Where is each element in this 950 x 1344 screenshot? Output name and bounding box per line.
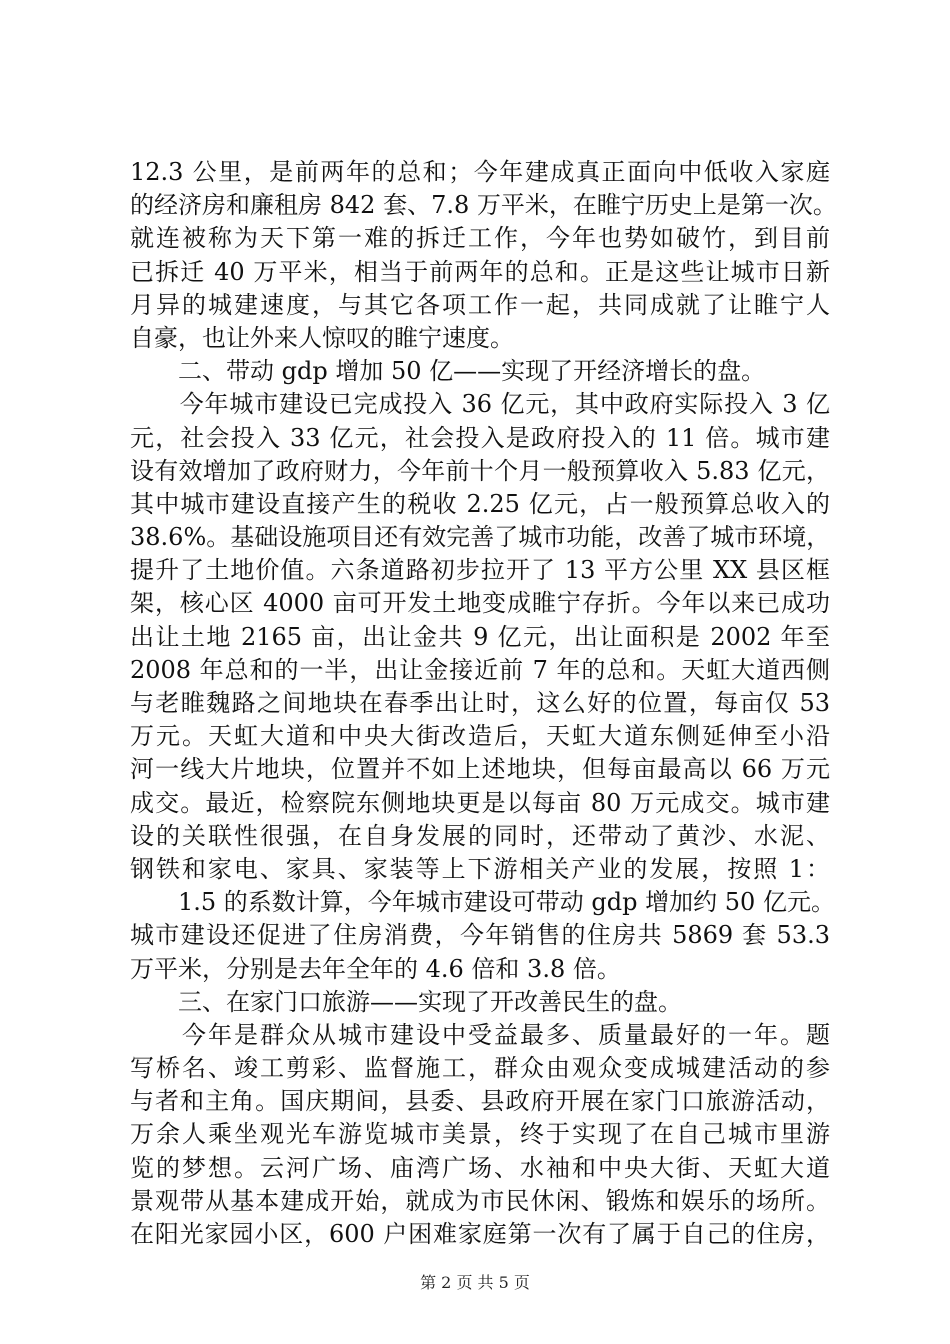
text-line: 自豪，也让外来人惊叹的睢宁速度。 [130, 323, 514, 352]
body-text [130, 156, 837, 1251]
text-line: 钢铁和家电、家具、家装等上下游相关产业的发展，按照 1： [130, 854, 830, 883]
text-line: 提升了土地价值。六条道路初步拉开了 13 平方公里 XX 县区框 [130, 556, 830, 585]
text-line: 与老睢魏路之间地块在春季出让时，这么好的位置，每亩仅 53 [130, 689, 830, 717]
text-line: 架，核心区 4000 亩可开发土地变成睢宁存折。今年以来已成功 [130, 589, 830, 618]
text-line: 的经济房和廉租房 842 套、7.8 万平米，在睢宁历史上是第一次。 [130, 191, 837, 220]
text-line: 出让土地 2165 亩，出让金共 9 亿元，出让面积是 2002 年至 [130, 622, 830, 651]
text-line: 就连被称为天下第一难的拆迁工作，今年也势如破竹，到目前 [130, 224, 830, 253]
page-footer: 第 2 页 共 5 页 [420, 1273, 530, 1292]
text-line: 设有效增加了政府财力，今年前十个月一般预算收入 5.83 亿元， [130, 456, 830, 485]
text-line: 今年是群众从城市建设中受益最多、质量最好的一年。题 [130, 1020, 830, 1049]
text-line: 今年城市建设已完成投入 36 亿元，其中政府实际投入 3 亿 [130, 390, 830, 419]
text-line: 元，社会投入 33 亿元，社会投入是政府投入的 11 倍。城市建 [130, 423, 830, 452]
text-line: 已拆迁 40 万平米，相当于前两年的总和。正是这些让城市日新 [130, 257, 830, 286]
text-line: 与者和主角。国庆期间，县委、县政府开展在家门口旅游活动， [130, 1087, 830, 1116]
text-line: 览的梦想。云河广场、庙湾广场、水袖和中央大街、天虹大道 [130, 1153, 830, 1182]
text-line: 设的关联性很强，在自身发展的同时，还带动了黄沙、水泥、 [130, 821, 830, 850]
text-line: 在阳光家园小区，600 户困难家庭第一次有了属于自己的住房， [130, 1220, 830, 1248]
text-line: 河一线大片地块，位置并不如上述地块，但每亩最高以 66 万元 [130, 755, 830, 784]
text-line: 写桥名、竣工剪彩、监督施工，群众由观众变成城建活动的参 [130, 1054, 830, 1083]
text-line: 城市建设还促进了住房消费，今年销售的住房共 5869 套 53.3 [130, 921, 830, 950]
text-line: 38.6%。基础设施项目还有效完善了城市功能，改善了城市环境， [130, 523, 831, 552]
text-line: 万余人乘坐观光车游览城市美景，终于实现了在自己城市里游 [130, 1120, 830, 1149]
text-line: 其中城市建设直接产生的税收 2.25 亿元，占一般预算总收入的 [130, 489, 830, 518]
text-line: 2008 年总和的一半，出让金接近前 7 年的总和。天虹大道西侧 [130, 655, 830, 684]
text-line: 景观带从基本建成开始，就成为市民休闲、锻炼和娱乐的场所。 [130, 1186, 830, 1215]
text-line: 1.5 的系数计算，今年城市建设可带动 gdp 增加约 50 亿元。 [130, 888, 835, 917]
text-line: 万元。天虹大道和中央大街改造后，天虹大道东侧延伸至小沿 [130, 722, 830, 751]
text-line: 二、带动 gdp 增加 50 亿——实现了开经济增长的盘。 [130, 357, 766, 386]
text-line: 万平米，分别是去年全年的 4.6 倍和 3.8 倍。 [130, 954, 621, 983]
text-line: 成交。最近，检察院东侧地块更是以每亩 80 万元成交。城市建 [130, 788, 830, 817]
text-line: 三、在家门口旅游——实现了开改善民生的盘。 [130, 987, 682, 1016]
text-line: 月异的城建速度，与其它各项工作一起，共同成就了让睢宁人 [130, 290, 830, 319]
text-line: 12.3 公里，是前两年的总和；今年建成真正面向中低收入家庭 [130, 158, 830, 186]
